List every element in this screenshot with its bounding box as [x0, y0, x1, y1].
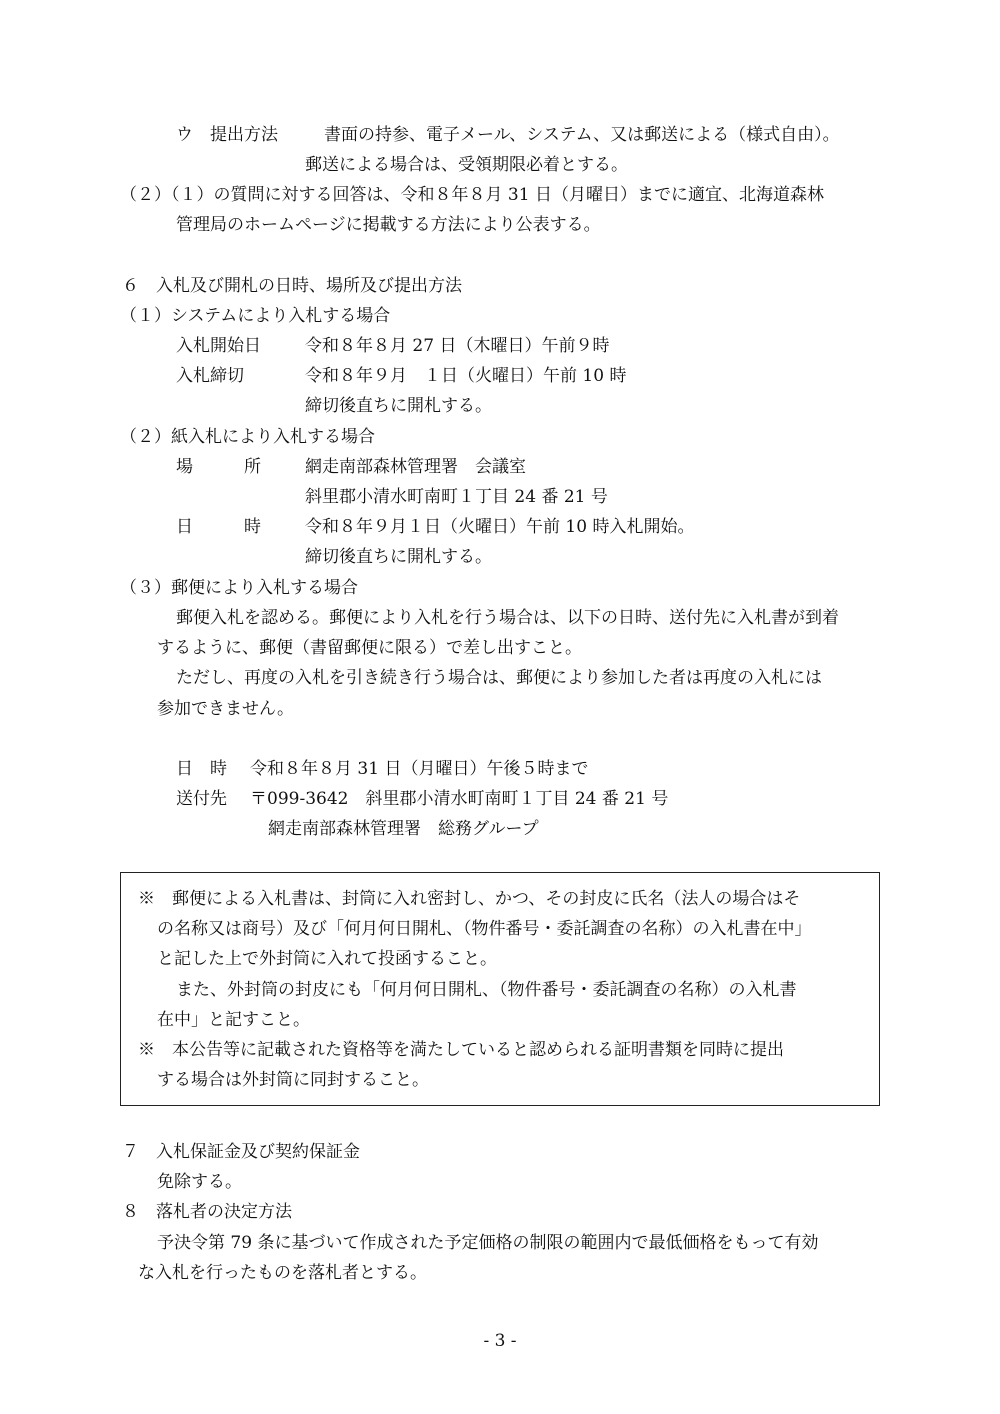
answer-publication-line-1: （２）（１）の質問に対する回答は、令和８年８月 31 日（月曜日）までに適宜、北海道森林: [120, 185, 824, 205]
submission-method-text: 書面の持参、電子メール、システム、又は郵送による（様式自由）。: [324, 125, 840, 145]
section8-line-1: 予決令第 79 条に基づいて作成された予定価格の制限の範囲内で最低価格をもって有効: [157, 1233, 819, 1253]
notice-line-4: また、外封筒の封皮にも「何月何日開札、（物件番号・委託調査の名称）の入札書: [176, 980, 797, 1000]
system-opening-note: 締切後直ちに開札する。: [305, 396, 492, 416]
system-bid-heading: （１）システムにより入札する場合: [120, 306, 391, 326]
mail-time-label: 日 時: [176, 759, 227, 779]
mail-time-value: 令和８年８月 31 日（月曜日）午後５時まで: [250, 759, 589, 779]
bid-close-label: 入札締切: [176, 366, 244, 386]
mail-para1-line2: するように、郵便（書留郵便に限る）で差し出すこと。: [157, 638, 582, 658]
mail-para1-line1: 郵便入札を認める。郵便により入札を行う場合は、以下の日時、送付先に入札書が到着: [176, 608, 839, 628]
paper-time-label: 日 時: [176, 517, 261, 537]
paper-bid-heading: （２）紙入札により入札する場合: [120, 427, 375, 447]
section8-line-2: な入札を行ったものを落札者とする。: [138, 1263, 427, 1283]
paper-time-value: 令和８年９月１日（火曜日）午前 10 時入札開始。: [305, 517, 695, 537]
section7-heading: ７ 入札保証金及び契約保証金: [122, 1142, 360, 1162]
paper-opening-note: 締切後直ちに開札する。: [305, 547, 492, 567]
mail-destination-value: 〒099-3642 斜里郡小清水町南町１丁目 24 番 21 号: [250, 789, 669, 809]
place-label: 場 所: [176, 457, 261, 477]
page-number: - 3 -: [483, 1331, 517, 1351]
place-address: 斜里郡小清水町南町１丁目 24 番 21 号: [305, 487, 608, 507]
notice-line-3: と記した上で外封筒に入れて投函すること。: [157, 949, 497, 969]
notice-line-2: の名称又は商号）及び「何月何日開札、（物件番号・委託調査の名称）の入札書在中」: [157, 919, 812, 939]
section7-body: 免除する。: [157, 1172, 242, 1192]
mail-para2-line1: ただし、再度の入札を引き続き行う場合は、郵便により参加した者は再度の入札には: [176, 668, 822, 688]
answer-publication-line-2: 管理局のホームページに掲載する方法により公表する。: [176, 215, 601, 235]
notice-line-7: する場合は外封筒に同封すること。: [157, 1070, 429, 1090]
mail-para2-line2: 参加できません。: [157, 699, 295, 719]
bid-start-value: 令和８年８月 27 日（木曜日）午前９時: [305, 336, 610, 356]
mail-destination-value-2: 網走南部森林管理署 総務グループ: [268, 819, 539, 839]
bid-start-label: 入札開始日: [176, 336, 261, 356]
submission-method-text-2: 郵送による場合は、受領期限必着とする。: [305, 155, 628, 175]
notice-line-5: 在中」と記すこと。: [157, 1010, 310, 1030]
section8-heading: ８ 落札者の決定方法: [122, 1202, 292, 1222]
place-value: 網走南部森林管理署 会議室: [305, 457, 526, 477]
section6-heading: ６ 入札及び開札の日時、場所及び提出方法: [122, 276, 462, 296]
bid-close-value: 令和８年９月 １日（火曜日）午前 10 時: [305, 366, 627, 386]
notice-line-6: ※ 本公告等に記載された資格等を満たしていると認められる証明書類を同時に提出: [138, 1040, 784, 1060]
submission-method-label: ウ 提出方法: [176, 125, 278, 145]
notice-line-1: ※ 郵便による入札書は、封筒に入れ密封し、かつ、その封皮に氏名（法人の場合はそ: [138, 889, 801, 909]
mail-bid-heading: （３）郵便により入札する場合: [120, 578, 358, 598]
mail-destination-label: 送付先: [176, 789, 227, 809]
